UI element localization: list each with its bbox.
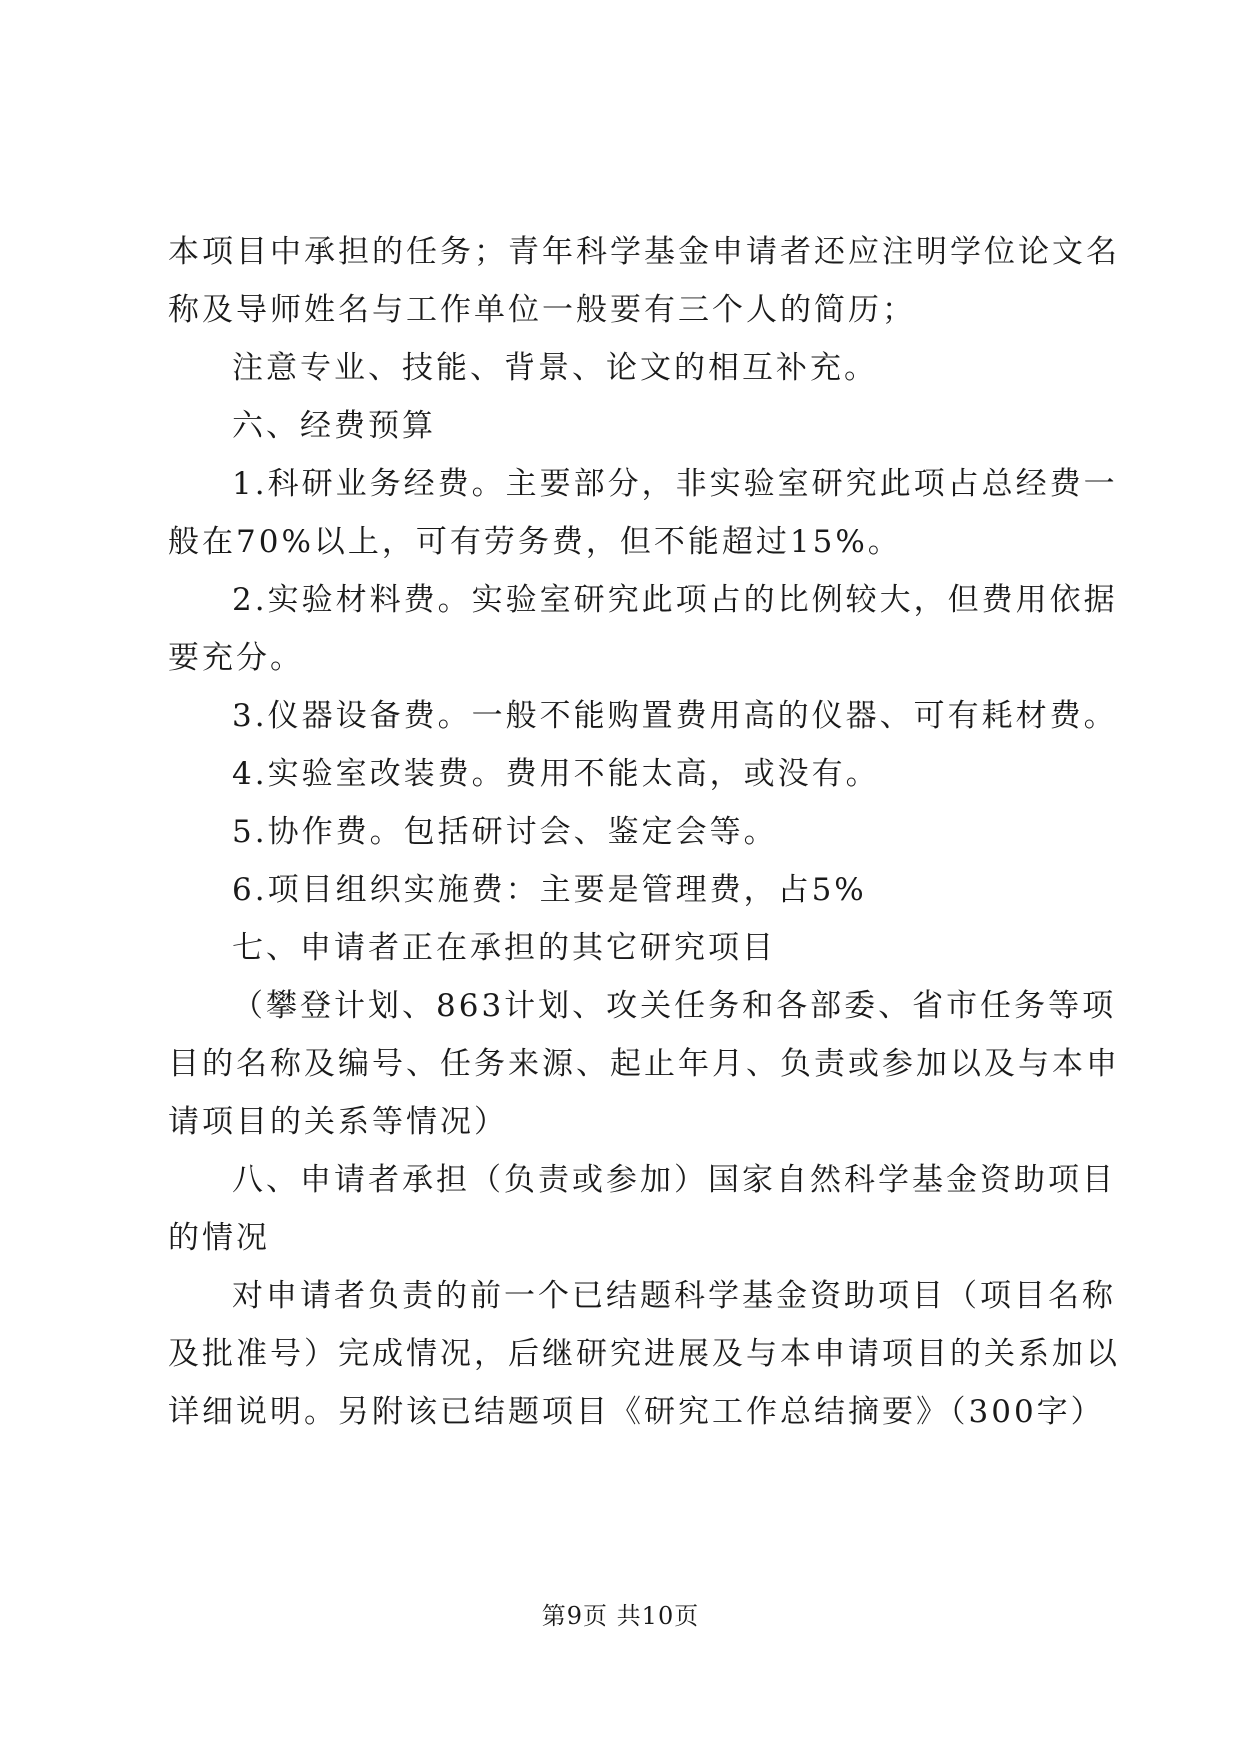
- text-line: 称及导师姓名与工作单位一般要有三个人的简历；: [168, 292, 916, 328]
- text-line: 对申请者负责的前一个已结题科学基金资助项目（项目名称: [232, 1278, 1116, 1314]
- text-line: 6.项目组织实施费：主要是管理费，占5%: [232, 872, 867, 908]
- section-heading: 六、经费预算: [232, 408, 436, 444]
- section-heading-continued: 的情况: [168, 1220, 270, 1256]
- text-line: 及批准号）完成情况，后继研究进展及与本申请项目的关系加以: [168, 1336, 1120, 1372]
- text-line: 目的名称及编号、任务来源、起止年月、负责或参加以及与本申: [168, 1046, 1120, 1082]
- text-line: 般在70%以上，可有劳务费，但不能超过15%。: [168, 524, 902, 560]
- section-heading: 七、申请者正在承担的其它研究项目: [232, 930, 776, 966]
- text-line: 详细说明。另附该已结题项目《研究工作总结摘要》（300字）: [168, 1394, 1105, 1430]
- text-line: （攀登计划、863计划、攻关任务和各部委、省市任务等项: [232, 988, 1117, 1024]
- page-footer: 第9页 共10页: [541, 1602, 700, 1630]
- section-heading: 八、申请者承担（负责或参加）国家自然科学基金资助项目: [232, 1162, 1116, 1198]
- text-line: 2.实验材料费。实验室研究此项占的比例较大，但费用依据: [232, 582, 1118, 618]
- text-line: 3.仪器设备费。一般不能购置费用高的仪器、可有耗材费。: [232, 698, 1118, 734]
- text-line: 1.科研业务经费。主要部分，非实验室研究此项占总经费一: [232, 466, 1118, 502]
- text-line: 5.协作费。包括研讨会、鉴定会等。: [232, 814, 778, 850]
- text-line: 本项目中承担的任务；青年科学基金申请者还应注明学位论文名: [168, 234, 1120, 270]
- text-line: 请项目的关系等情况）: [168, 1104, 508, 1140]
- text-line: 要充分。: [168, 640, 304, 676]
- text-line: 4.实验室改装费。费用不能太高，或没有。: [232, 756, 880, 792]
- text-line: 注意专业、技能、背景、论文的相互补充。: [232, 350, 878, 386]
